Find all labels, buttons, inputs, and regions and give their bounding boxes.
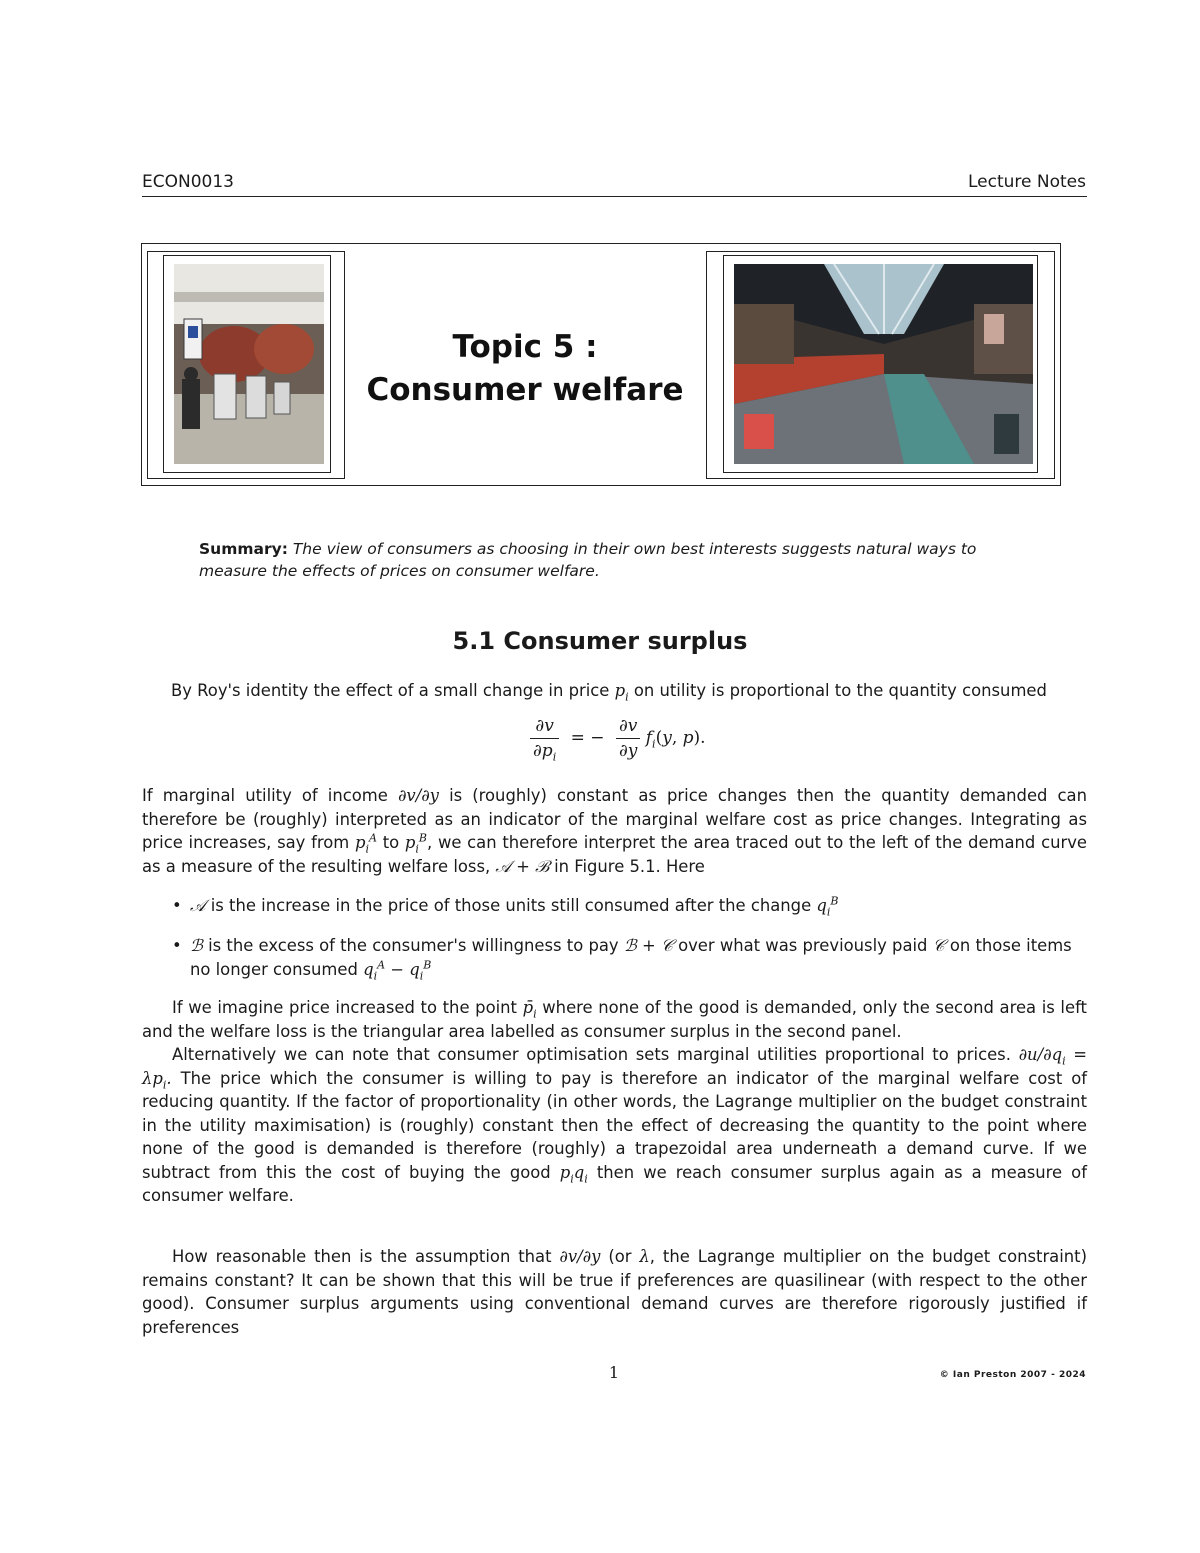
math-a: 𝒜 bbox=[190, 896, 206, 915]
p2-text-a: If marginal utility of income bbox=[142, 786, 388, 805]
p2-text-e: in Figure 5.1. Here bbox=[554, 856, 705, 876]
math-p-i: $p_i$ bbox=[614, 681, 629, 704]
p5-text-b: (or bbox=[608, 1247, 632, 1266]
math-b: ℬ bbox=[190, 936, 203, 955]
p1-end-text: on utility is proportional to the quantity consumed bbox=[633, 681, 1047, 700]
math-foc: $\partial u/\partial q_i = \lambda p_i$. bbox=[142, 1045, 1087, 1091]
math-p-i-a: $p_i^A$ bbox=[354, 831, 377, 856]
paragraph-marginal-utility bbox=[142, 784, 1087, 878]
p2-text-b: is (roughly) constant as price changes then the quantity demanded can therefore be (roughly) interpreted as an indicator of the marginal welfare cost as price changes. Integrating as price increases, say from bbox=[142, 786, 1087, 852]
b2-text-b: over what was previously paid bbox=[678, 936, 928, 955]
math-q-i-b: $q_i^B$ bbox=[816, 894, 839, 919]
copyright-notice: © Ian Preston 2007 - 2024 bbox=[939, 1370, 1086, 1380]
course-code: ECON0013 bbox=[142, 172, 234, 192]
summary-text: The view of consumers as choosing in their own best interests suggests natural ways to measure the effects of prices on consumer welfare. bbox=[199, 540, 977, 580]
math-q-diff: $q_i^A - q_i^B$ bbox=[363, 958, 432, 982]
paragraph-optimisation bbox=[142, 1043, 1087, 1208]
shopping-mall-photo-icon bbox=[734, 264, 1033, 464]
b1-text: is the increase in the price of those units still consumed after the change bbox=[210, 896, 812, 915]
header-rule bbox=[142, 196, 1087, 197]
math-p-bar: $p̄_i$ bbox=[522, 998, 537, 1021]
math-a-plus-b: 𝒜 + ℬ bbox=[495, 856, 549, 876]
paragraph-roy-identity bbox=[171, 679, 1087, 703]
p3-text-a: If we imagine price increased to the point bbox=[172, 998, 517, 1017]
document-type: Lecture Notes bbox=[968, 172, 1086, 192]
gas-station-photo-icon bbox=[174, 264, 324, 464]
p1-text: By Roy's identity the effect of a small change in price bbox=[171, 681, 610, 700]
p4-text-b: The price which the consumer is willing to pay is therefore an indicator of the marginal welfare cost of reducing quantity. If the factor of proportionality (in other words, the Lagrange multiplier on the budget constraint in the utility maximisation) is (roughly) constant then the effect of decreasing the quantity to the point where none of the good is demanded is therefore (roughly) a trapezoidal area underneath a demand curve. If we subtract from this the cost of buying the good bbox=[142, 1068, 1087, 1182]
eq-rhs-fraction: $\frac{\partial v}{\partial y}$ bbox=[616, 716, 640, 761]
eq-lhs-fraction: $\frac{\partial v}{\partial p_i}$ bbox=[530, 716, 559, 761]
math-lambda: λ bbox=[639, 1247, 650, 1266]
p2-text-d: , we can therefore interpret the area traced out to the left of the demand curve as a measure of the resulting welfare loss, bbox=[142, 833, 1087, 876]
page-number: 1 bbox=[608, 1363, 620, 1382]
math-dv-dy: ∂v/∂y bbox=[397, 786, 439, 805]
topic-title: Topic 5 : Consumer welfare bbox=[366, 329, 684, 408]
math-c: 𝒞 bbox=[932, 936, 945, 955]
bullet-b-text bbox=[190, 934, 1087, 981]
b2-text-a: is the excess of the consumer's willingness to pay bbox=[208, 936, 619, 955]
summary bbox=[199, 538, 1034, 582]
bullet-dot: • bbox=[172, 896, 182, 915]
paragraph-quasilinear bbox=[142, 1245, 1087, 1339]
summary-label: Summary: bbox=[199, 540, 288, 558]
section-heading: 5.1 Consumer surplus bbox=[452, 627, 748, 655]
math-dv-dy-2: ∂v/∂y bbox=[559, 1247, 601, 1266]
math-p-i-b: $p_i^B$ bbox=[404, 831, 428, 856]
p2-text-c: to bbox=[382, 833, 400, 852]
paragraph-choke-price bbox=[142, 996, 1087, 1043]
p5-text-a: How reasonable then is the assumption that bbox=[172, 1247, 552, 1266]
p5-text-c: , the Lagrange multiplier on the budget constraint) remains constant? It can be shown that this will be true if preferences are quasilinear (with respect to the other good). Consumer surplus arguments using conventional demand curves are therefore rigorously justified if preferences bbox=[142, 1247, 1087, 1337]
bullet-a-text bbox=[190, 894, 1087, 918]
bullet-dot: • bbox=[172, 936, 182, 955]
roy-identity-equation: $\frac{\partial v}{\partial p_i}$ = − $\frac{\partial v}{\partial y}$ $f_i(y$, p). bbox=[530, 716, 706, 761]
p4-text-a: Alternatively we can note that consumer optimisation sets marginal utilities proportional to prices. bbox=[172, 1045, 1011, 1064]
p4-text-c: then we reach consumer surplus again as a measure of consumer welfare. bbox=[142, 1162, 1087, 1205]
p3-text-b: where none of the good is demanded, only the second area is left and the welfare loss is the triangular area labelled as consumer surplus in the second panel. bbox=[142, 998, 1087, 1041]
math-b-plus-c: ℬ + 𝒞 bbox=[623, 936, 673, 955]
math-piqi: $p_iq_i$ bbox=[559, 1162, 588, 1185]
b2-text-c: on those items no longer consumed bbox=[190, 936, 1072, 979]
